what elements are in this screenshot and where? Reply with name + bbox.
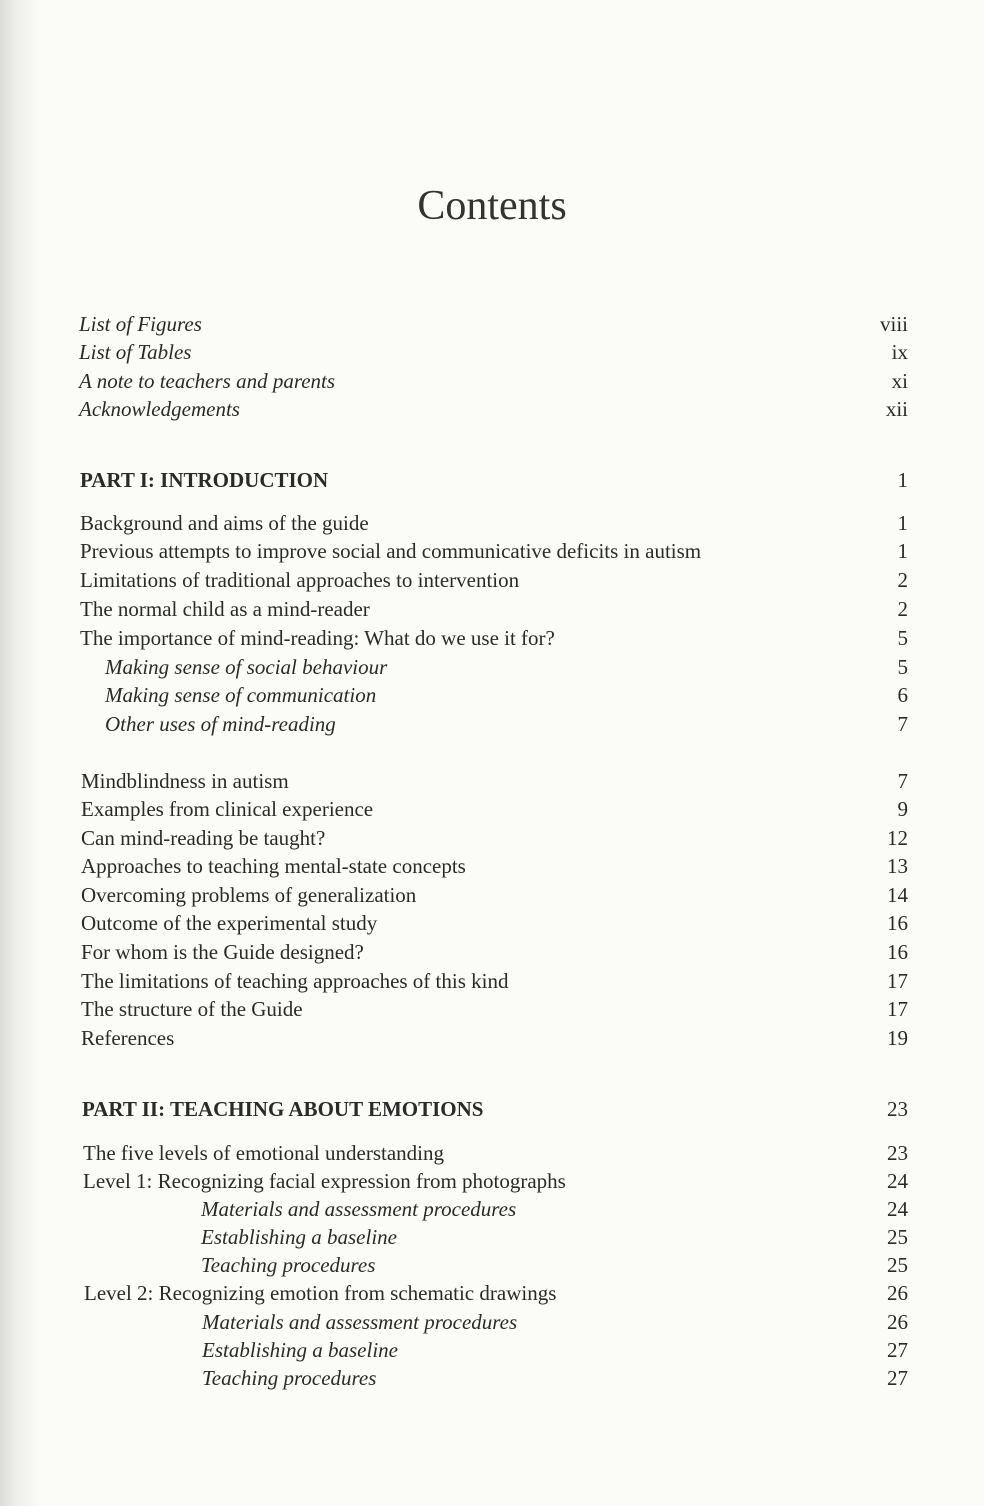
toc-subentry <box>0 653 984 681</box>
toc-entry <box>0 595 984 623</box>
toc-entry-page: 25 <box>887 1253 908 1277</box>
toc-entry-label: Examples from clinical experience <box>81 797 374 821</box>
toc-subentry <box>0 710 984 738</box>
toc-entry-label: Level 2: Recognizing emotion from schematic drawings <box>84 1281 557 1305</box>
toc-entry-label: Background and aims of the guide <box>80 511 369 535</box>
part-heading-label: PART I: INTRODUCTION <box>80 468 329 492</box>
toc-entry <box>0 938 984 966</box>
toc-entry-label: Limitations of traditional approaches to intervention <box>80 568 520 592</box>
toc-entry-label: Outcome of the experimental study <box>81 911 378 935</box>
toc-subentry <box>0 1223 984 1251</box>
toc-entry-page: 24 <box>887 1169 908 1193</box>
toc-entry-page: 2 <box>897 568 908 592</box>
toc-entry-page: viii <box>879 312 908 336</box>
toc-entry-label: List of Figures <box>79 312 202 336</box>
toc-entry-page: 7 <box>897 769 908 793</box>
toc-entry-page: 26 <box>887 1310 908 1334</box>
toc-entry <box>0 1024 984 1052</box>
toc-subentry <box>0 1195 984 1223</box>
toc-entry-label: For whom is the Guide designed? <box>81 940 364 964</box>
toc-entry-page: 23 <box>887 1141 908 1165</box>
toc-entry-page: 14 <box>887 883 908 907</box>
toc-entry <box>0 310 984 338</box>
toc-entry <box>0 995 984 1023</box>
toc-entry-page: 16 <box>887 940 908 964</box>
toc-entry <box>0 881 984 909</box>
toc-entry-page: 26 <box>887 1281 908 1305</box>
toc-entry <box>0 767 984 795</box>
toc-subentry <box>0 681 984 709</box>
toc-entry-page: 1 <box>897 511 908 535</box>
toc-entry-label: A note to teachers and parents <box>79 369 336 393</box>
toc-entry-label: Overcoming problems of generalization <box>81 883 417 907</box>
toc-entry-label: Making sense of social behaviour <box>105 655 388 679</box>
toc-entry-label: Previous attempts to improve social and communicative deficits in autism <box>80 539 702 563</box>
part-heading <box>0 466 984 494</box>
toc-entry-label: Materials and assessment procedures <box>201 1197 517 1221</box>
toc-entry <box>0 509 984 537</box>
toc-entry <box>0 1139 984 1167</box>
toc-entry-label: Other uses of mind-reading <box>105 712 336 736</box>
toc-entry <box>0 367 984 395</box>
toc-entry-label: The limitations of teaching approaches of this kind <box>81 969 509 993</box>
toc-entry-label: Teaching procedures <box>202 1366 377 1390</box>
toc-subentry <box>0 1308 984 1336</box>
toc-entry-label: Teaching procedures <box>201 1253 376 1277</box>
toc-entry <box>0 909 984 937</box>
toc-entry-page: 27 <box>887 1338 908 1362</box>
part-heading-page: 23 <box>887 1097 908 1121</box>
toc-entry-page: 5 <box>897 655 908 679</box>
toc-entry <box>0 1279 984 1307</box>
toc-entry-page: 13 <box>887 854 908 878</box>
toc-entry-page: 2 <box>897 597 908 621</box>
toc-entry-page: 19 <box>887 1026 908 1050</box>
toc-entry-label: Materials and assessment procedures <box>202 1310 518 1334</box>
part-heading-label: PART II: TEACHING ABOUT EMOTIONS <box>82 1097 484 1121</box>
part-heading-page: 1 <box>897 468 908 492</box>
toc-subentry <box>0 1336 984 1364</box>
toc-entry <box>0 395 984 423</box>
toc-entry <box>0 852 984 880</box>
toc-entry <box>0 824 984 852</box>
toc-entry-label: References <box>81 1026 175 1050</box>
toc-entry-label: The normal child as a mind-reader <box>80 597 370 621</box>
toc-entry-page: 27 <box>887 1366 908 1390</box>
toc-subentry <box>0 1251 984 1279</box>
toc-entry <box>0 1167 984 1195</box>
toc-entry <box>0 624 984 652</box>
toc-entry-page: 17 <box>887 969 908 993</box>
toc-entry-page: 6 <box>897 683 908 707</box>
toc-entry-page: 12 <box>887 826 908 850</box>
toc-entry-page: 17 <box>887 997 908 1021</box>
toc-entry-page: 16 <box>887 911 908 935</box>
part-heading <box>0 1095 984 1123</box>
toc-entry-label: Establishing a baseline <box>201 1225 397 1249</box>
toc-entry-label: Can mind-reading be taught? <box>81 826 326 850</box>
toc-entry-label: Level 1: Recognizing facial expression from photographs <box>83 1169 566 1193</box>
page-title: Contents <box>417 183 567 229</box>
toc-entry <box>0 566 984 594</box>
toc-subentry <box>0 1364 984 1392</box>
toc-entry-page: ix <box>891 340 908 364</box>
toc-entry-label: Making sense of communication <box>105 683 377 707</box>
toc-entry-label: The structure of the Guide <box>81 997 303 1021</box>
toc-entry-label: Mindblindness in autism <box>81 769 289 793</box>
toc-entry-label: Approaches to teaching mental-state concepts <box>81 854 466 878</box>
toc-entry-label: Acknowledgements <box>79 397 240 421</box>
toc-entry-page: 25 <box>887 1225 908 1249</box>
toc-entry-page: 24 <box>887 1197 908 1221</box>
toc-entry-page: xi <box>891 369 908 393</box>
toc-entry-page: 7 <box>897 712 908 736</box>
toc-entry-label: The importance of mind-reading: What do we use it for? <box>80 626 555 650</box>
toc-entry-label: Establishing a baseline <box>202 1338 398 1362</box>
toc-entry-page: 5 <box>897 626 908 650</box>
toc-entry <box>0 795 984 823</box>
toc-entry-page: xii <box>885 397 908 421</box>
toc-entry <box>0 338 984 366</box>
toc-entry-page: 9 <box>897 797 908 821</box>
toc-entry <box>0 967 984 995</box>
toc-entry-label: List of Tables <box>79 340 192 364</box>
toc-entry-page: 1 <box>897 539 908 563</box>
toc-entry-label: The five levels of emotional understanding <box>83 1141 444 1165</box>
toc-entry <box>0 537 984 565</box>
